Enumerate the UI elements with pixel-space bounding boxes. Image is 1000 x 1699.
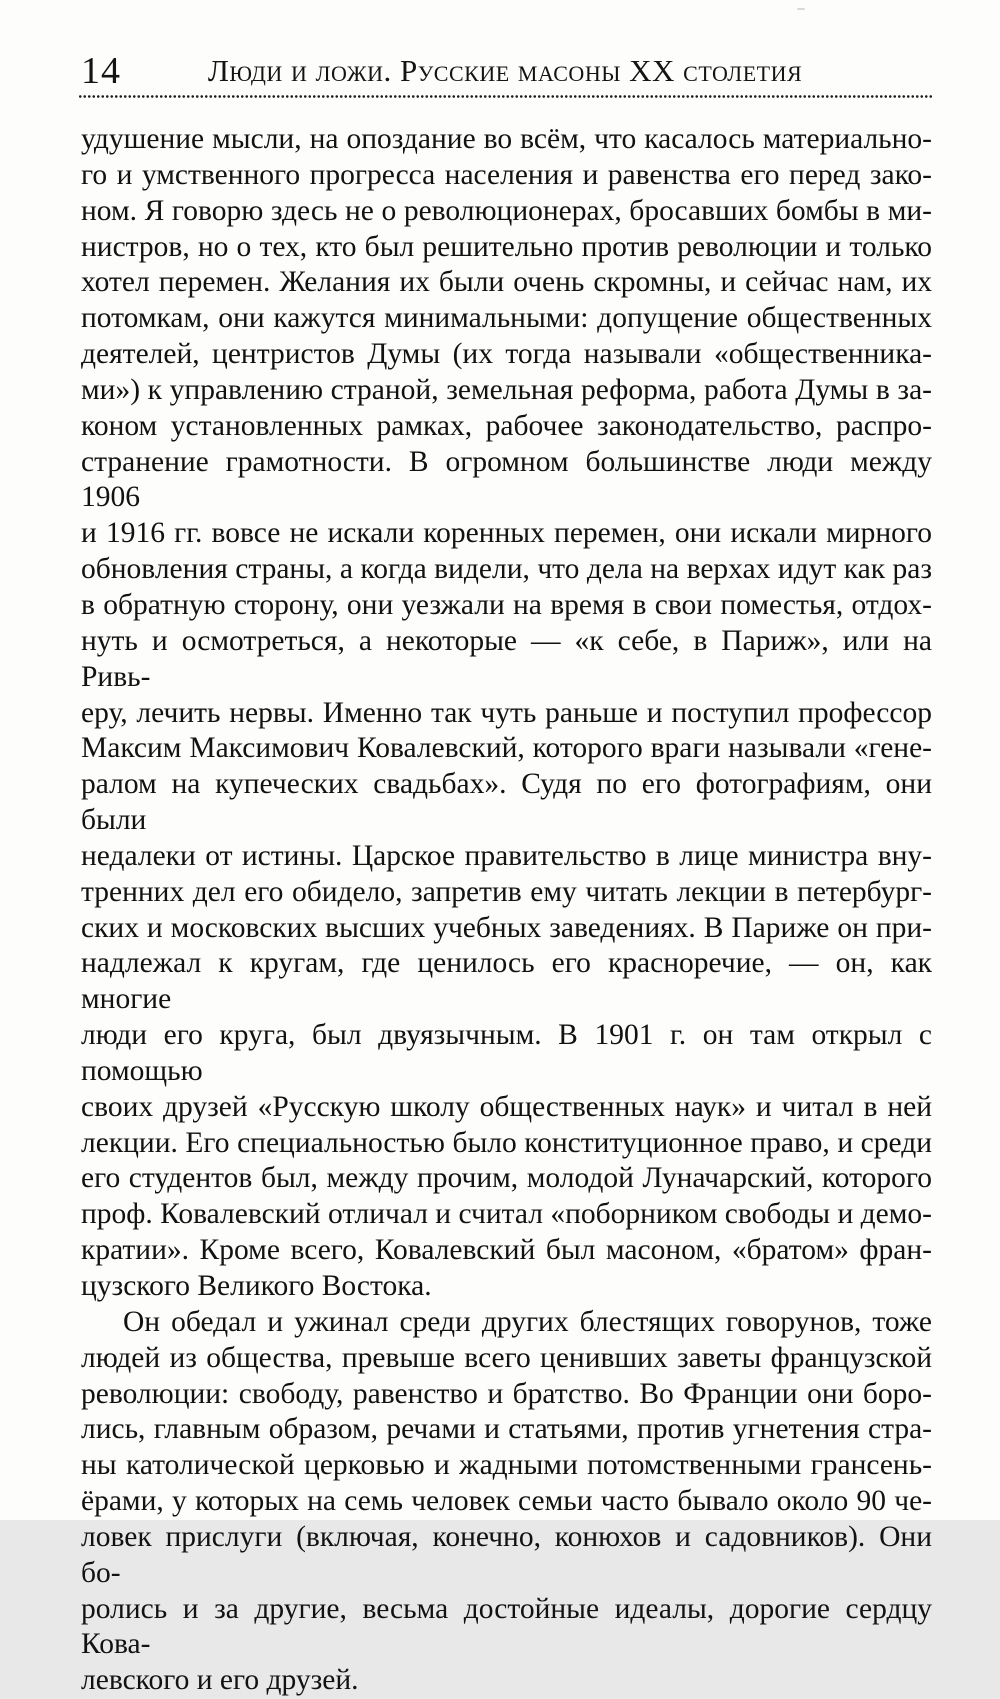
text-line: в обратную сторону, они уезжали на время в свои поместья, отдох- (81, 588, 932, 621)
text-line: еру, лечить нервы. Именно так чуть раньше и поступил профессор (81, 696, 932, 729)
text-line: тренних дел его обидело, запретив ему читать лекции в петербург- (81, 875, 932, 908)
text-line: ралом на купеческих свадьбах». Судя по его фотографиям, они были (81, 768, 932, 837)
page-body (81, 122, 932, 1699)
text-line: цузского Великого Востока. (81, 1270, 432, 1302)
text-line: странение грамотности. В огромном большинстве люди между 1906 (81, 445, 932, 514)
text-line: ны католической церковью и жадными потомственными грансень- (81, 1449, 932, 1482)
text-line: проф. Ковалевский отличал и считал «поборником свободы и демо- (81, 1198, 932, 1231)
text-line: лекции. Его специальностью было конституционное право, и среди (81, 1126, 932, 1159)
text-line: ёрами, у которых на семь человек семьи часто бывало около 90 че- (81, 1485, 932, 1518)
text-line: ролись и за другие, весьма достойные идеалы, дорогие сердцу Кова- (81, 1592, 932, 1661)
text-line: го и умственного прогресса населения и равенства его перед зако- (81, 158, 932, 191)
text-line: коном установленных рамках, рабочее законодательство, распро- (81, 409, 932, 442)
text-line: Он обедал и ужинал среди других блестящих говорунов, тоже (123, 1305, 932, 1338)
paragraph (81, 1305, 932, 1699)
text-line: удушение мысли, на опоздание во всём, что касалось материально- (81, 123, 932, 155)
text-line: ми») к управлению страной, земельная реформа, работа Думы в за- (81, 373, 932, 406)
text-line: его студентов был, между прочим, молодой Луначарский, которого (81, 1162, 932, 1195)
text-line: революции: свободу, равенство и братство. Во Франции они боро- (81, 1377, 932, 1410)
text-line: нуть и осмотреться, а некоторые — «к себе, в Париж», или на Ривь- (81, 624, 932, 693)
text-line: деятелей, центристов Думы (их тогда называли «общественника- (81, 338, 932, 371)
text-line: обновления страны, а когда видели, что дела на верхах идут как раз (81, 553, 932, 586)
text-line: люди его круга, был двуязычным. В 1901 г. он там открыл с помощью (81, 1019, 932, 1087)
header-divider (78, 94, 934, 99)
text-line: Максим Максимович Ковалевский, которого враги называли «гене- (81, 732, 932, 765)
text-line: надлежал к кругам, где ценилось его красноречие, — он, как многие (81, 947, 932, 1016)
text-line: нистров, но о тех, кто был решительно против революции и только (81, 230, 932, 263)
text-line: потомкам, они кажутся минимальными: допущение общественных (81, 302, 932, 335)
text-line: недалеки от истины. Царское правительство в лице министра вну- (81, 839, 932, 872)
text-line: левского и его друзей. (81, 1664, 359, 1697)
text-line: ном. Я говорю здесь не о революционерах, бросавших бомбы в ми- (81, 194, 932, 227)
page-number: 14 (81, 50, 121, 92)
paragraph (81, 122, 932, 1305)
text-line: ловек прислуги (включая, конечно, конюхов и садовников). Они бо- (81, 1520, 932, 1589)
text-line: хотел перемен. Желания их были очень скромны, и сейчас нам, их (81, 266, 932, 299)
text-line: своих друзей «Русскую школу общественных наук» и читал в ней (81, 1090, 932, 1123)
text-line: людей из общества, превыше всего ценивших заветы французской (81, 1341, 932, 1374)
running-title: Люди и ложи. Русские масоны XX столетия (207, 53, 803, 88)
running-head (78, 50, 932, 92)
text-line: кратии». Кроме всего, Ковалевский был масоном, «братом» фран- (81, 1234, 932, 1267)
text-line: и 1916 гг. вовсе не искали коренных перемен, они искали мирного (81, 517, 932, 550)
text-line: ских и московских высших учебных заведениях. В Париже он при- (81, 911, 932, 944)
text-line: лись, главным образом, речами и статьями, против угнетения стра- (81, 1413, 932, 1446)
scan-artifact (797, 8, 805, 10)
